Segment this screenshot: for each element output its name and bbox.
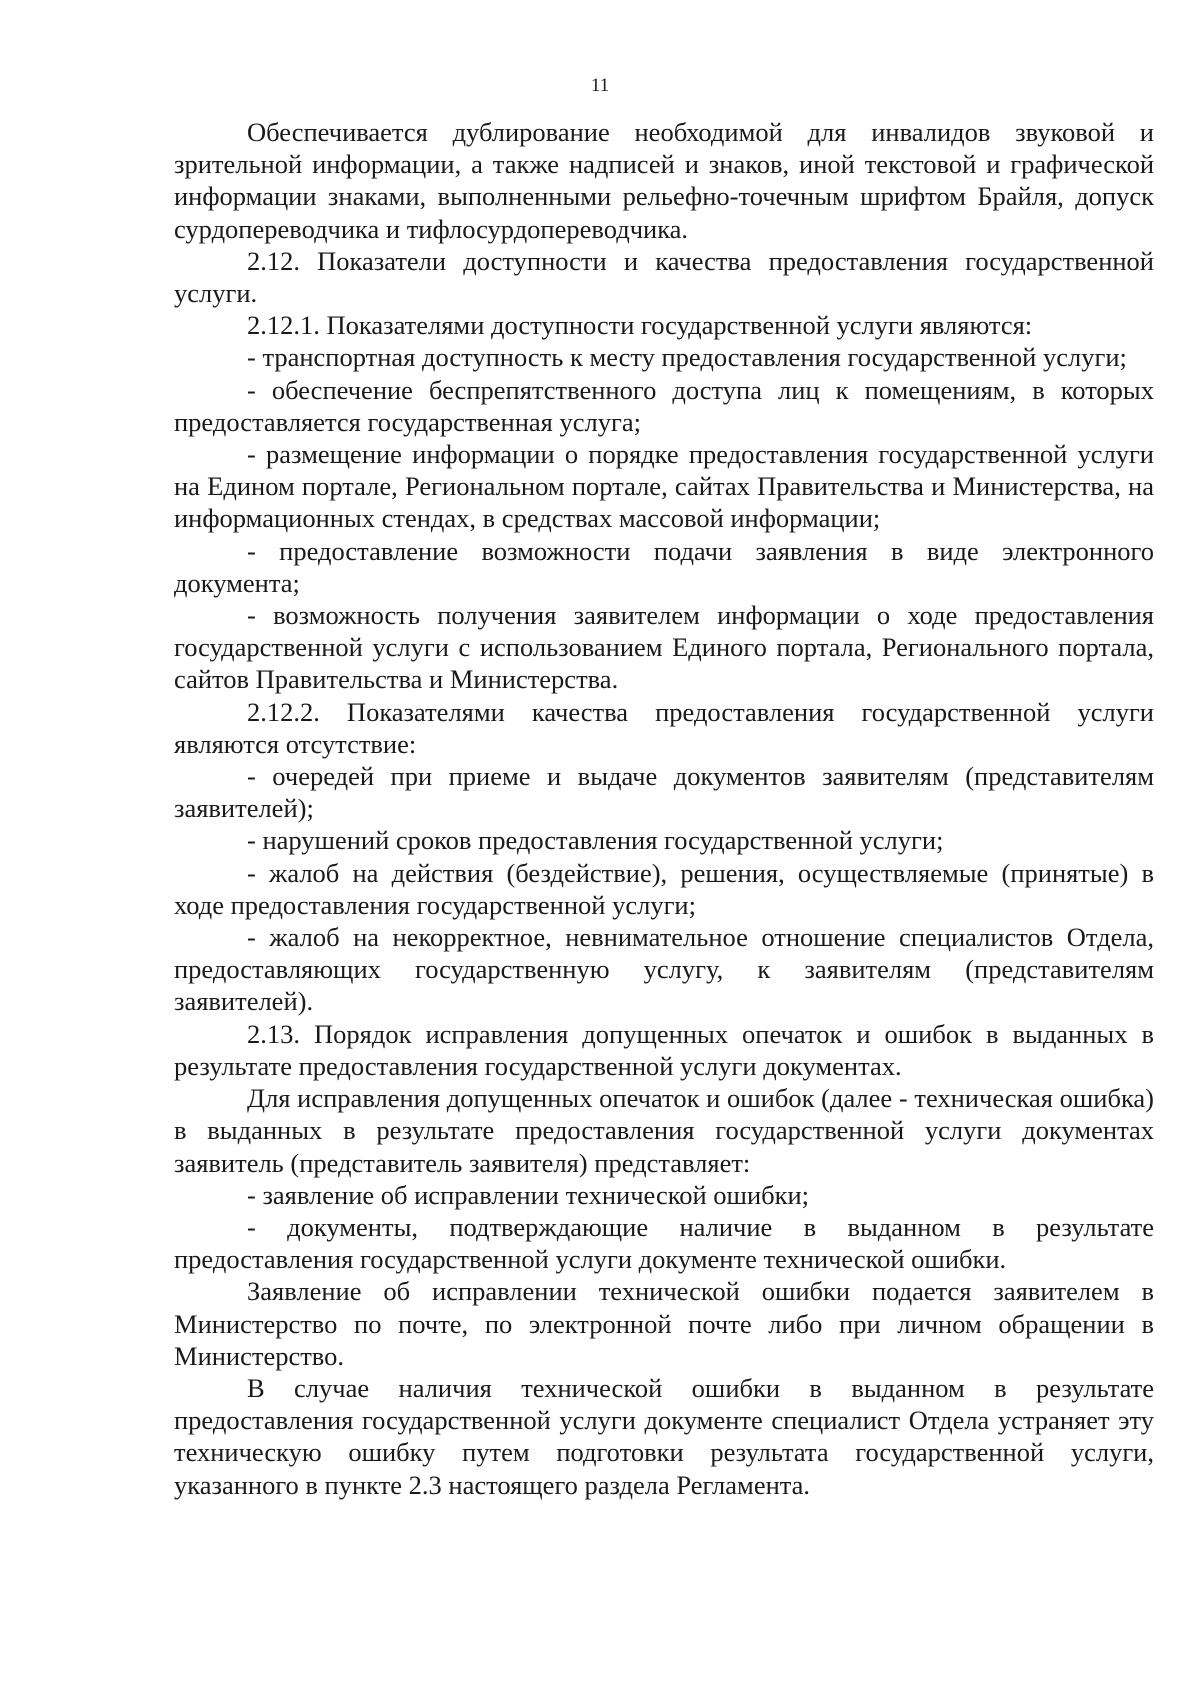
paragraph-information-placement: - размещение информации о порядке предоставления государственной услуги на Едином портале, Региональном портале, сайтах Правительства и Министерства, на информационных стендах, в средствах массовой информации; (174, 439, 1154, 534)
paragraph-premises-access: - обеспечение беспрепятственного доступа лиц к помещениям, в которых предоставляется государственная услуга; (174, 374, 1154, 437)
paragraph-application-submission: Заявление об исправлении технической ошибки подается заявителем в Министерство по почте, по электронной почте либо при личном обращении в Министерство. (174, 1276, 1154, 1371)
paragraph-no-complaints-attitude: - жалоб на некорректное, невнимательное отношение специалистов Отдела, предоставляющих государственную услугу, к заявителям (представителям заявителей). (174, 922, 1154, 1017)
paragraph-progress-information: - возможность получения заявителем информации о ходе предоставления государственной услуги с использованием Единого портала, Регионального портала, сайтов Правительства и Министерства. (174, 600, 1154, 695)
paragraph-section-2-13-heading: 2.13. Порядок исправления допущенных опечаток и ошибок в выданных в результате предоставления государственной услуги документах. (174, 1018, 1154, 1081)
paragraph-accessibility-duplication: Обеспечивается дублирование необходимой для инвалидов звуковой и зрительной информации, а также надписей и знаков, иной текстовой и графической информации знаками, выполненными рельефно-точечным шрифтом Брайля, допуск сурдопереводчика и тифлосурдопереводчика. (174, 117, 1154, 244)
paragraph-electronic-submission: - предоставление возможности подачи заявления в виде электронного документа; (174, 535, 1154, 598)
paragraph-correction-application: - заявление об исправлении технической ошибки; (247, 1179, 810, 1210)
paragraph-no-complaints-actions: - жалоб на действия (бездействие), решения, осуществляемые (принятые) в ходе предоставления государственной услуги; (174, 857, 1154, 920)
paragraph-transport-accessibility: - транспортная доступность к месту предоставления государственной услуги; (247, 342, 1127, 373)
document-body (174, 116, 1154, 1501)
paragraph-error-correction-intro: Для исправления допущенных опечаток и ошибок (далее - техническая ошибка) в выданных в результате предоставления государственной услуги документах заявитель (представитель заявителя) представляет: (174, 1083, 1154, 1178)
paragraph-section-2-12-heading: 2.12. Показатели доступности и качества предоставления государственной услуги. (174, 245, 1154, 309)
page-number: 11 (590, 75, 610, 96)
paragraph-section-2-12-1-heading: 2.12.1. Показателями доступности государственной услуги являются: (247, 310, 1033, 341)
paragraph-no-deadline-violations: - нарушений сроков предоставления государственной услуги; (247, 825, 944, 856)
paragraph-section-2-12-2-heading: 2.12.2. Показателями качества предоставления государственной услуги являются отсутствие: (174, 696, 1154, 759)
paragraph-supporting-documents: - документы, подтверждающие наличие в выданном в результате предоставления государственной услуги документе технической ошибки. (174, 1211, 1154, 1275)
paragraph-error-elimination: В случае наличия технической ошибки в выданном в результате предоставления государственной услуги документе специалист Отдела устраняет эту техническую ошибку путем подготовки результата государственной услуги, указанного в пункте 2.3 настоящего раздела Регламента. (174, 1372, 1154, 1500)
paragraph-no-queues: - очередей при приеме и выдаче документов заявителям (представителям заявителей); (174, 761, 1154, 824)
